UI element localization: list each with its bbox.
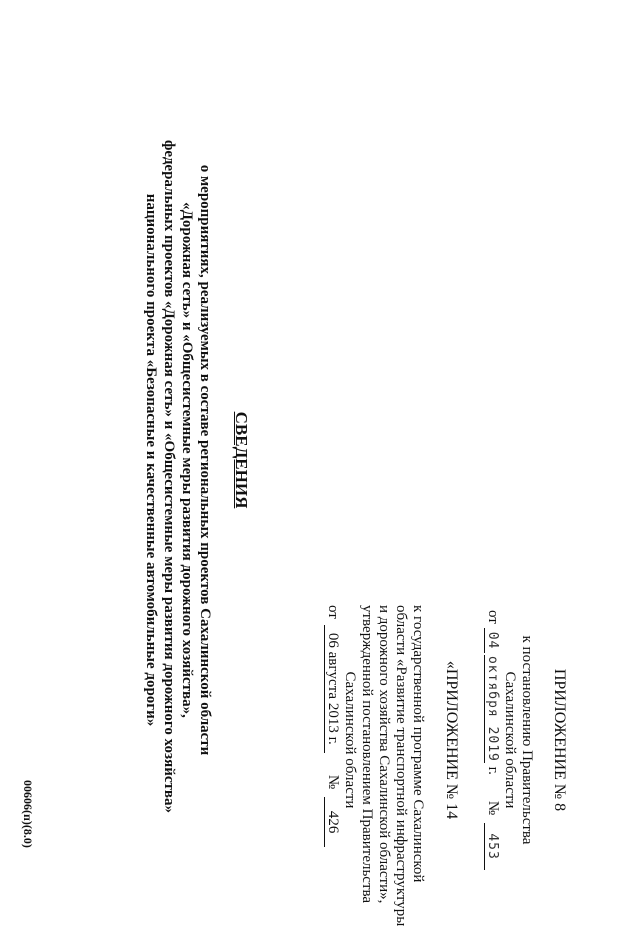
annex-14-line: к государственной программе Сахалинской (410, 605, 426, 883)
annex-8-month-year: октября 2019 (485, 655, 500, 762)
document-subtitle-line: национального проекта «Безопасные и качественные автомобильные дороги» (143, 193, 159, 727)
annex-14-title: «ПРИЛОЖЕНИЕ № 14 (443, 660, 460, 820)
annex-8-number: 453 (484, 823, 500, 870)
annex-14-number-sign: № (325, 774, 341, 790)
annex-8-from-label: от (485, 610, 501, 624)
document-subtitle-line: «Дорожная сеть» и «Общесистемные меры развития дорожного хозяйства», (179, 202, 195, 718)
annex-8-title: ПРИЛОЖЕНИЕ № 8 (551, 668, 568, 812)
annex-14-line: Сахалинской области (342, 671, 358, 809)
annex-14-number: 426 (324, 797, 340, 847)
annex-8-line-1: к постановлению Правительства (519, 635, 535, 845)
annex-8-year-suffix: г. (485, 766, 501, 775)
annex-8-number-sign: № (485, 800, 501, 816)
annex-8-date-line (484, 610, 501, 870)
document-title: СВЕДЕНИЯ (232, 411, 251, 509)
document-subtitle-line: о мероприятиях, реализуемых в составе региональных проектов Сахалинской области (197, 164, 213, 756)
annex-14-from-label: от (325, 605, 341, 619)
annex-14-line: и дорожного хозяйства Сахалинской области», (376, 605, 392, 904)
annex-14-date-line (324, 605, 341, 875)
document-subtitle-line: федеральных проектов «Дорожная сеть» и «Общесистемные меры развития дорожного хозяйства» (161, 140, 177, 813)
document-heading (142, 140, 251, 813)
annex-8-header (484, 610, 568, 870)
form-code: 00606(п)(8.0) (21, 780, 35, 848)
annex-8-line-2: Сахалинской области (502, 671, 518, 809)
annex-14-header (324, 605, 460, 926)
annex-8-day: 04 (484, 628, 500, 653)
annex-14-line: области «Развитие транспортной инфраструктуры (393, 605, 409, 926)
annex-14-date: 06 августа 2013 г. (324, 625, 340, 753)
annex-14-line: утвержденной постановлением Правительства (359, 605, 375, 904)
